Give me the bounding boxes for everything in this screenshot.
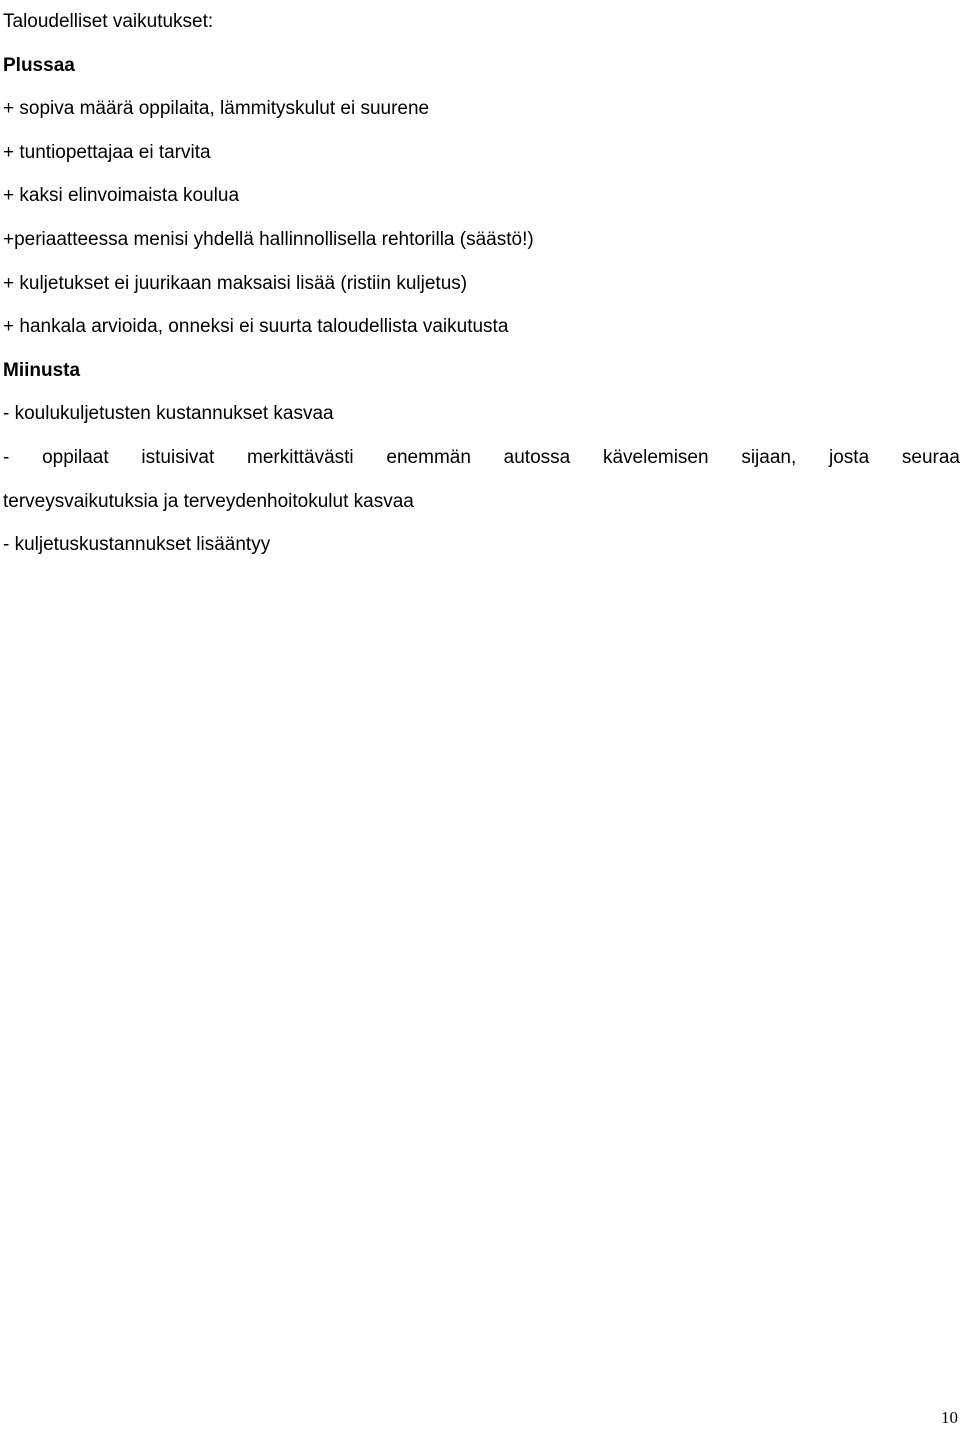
plus-item: + kaksi elinvoimaista koulua [3, 185, 240, 207]
plus-heading: Plussaa [3, 54, 75, 76]
plus-item: + tuntiopettajaa ei tarvita [3, 141, 211, 163]
minus-item: - kuljetuskustannukset lisääntyy [3, 534, 271, 556]
plus-item: +periaatteessa menisi yhdellä hallinnollisella rehtorilla (säästö!) [3, 228, 534, 250]
minus-item-continuation: terveysvaikutuksia ja terveydenhoitokulut kasvaa [3, 490, 414, 512]
plus-item: + kuljetukset ei juurikaan maksaisi lisää (ristiin kuljetus) [3, 272, 468, 294]
section-heading: Taloudelliset vaikutukset: [3, 11, 214, 32]
minus-heading: Miinusta [3, 359, 81, 381]
document-body [3, 0, 960, 567]
minus-item-justified: - oppilaat istuisivat merkittävästi enemmän autossa kävelemisen sijaan, josta seuraa [3, 446, 960, 468]
minus-item: - koulukuljetusten kustannukset kasvaa [3, 403, 334, 425]
page-number: 10 [941, 1408, 958, 1427]
plus-item: + hankala arvioida, onneksi ei suurta taloudellista vaikutusta [3, 316, 509, 338]
plus-item: + sopiva määrä oppilaita, lämmityskulut ei suurene [3, 98, 430, 120]
